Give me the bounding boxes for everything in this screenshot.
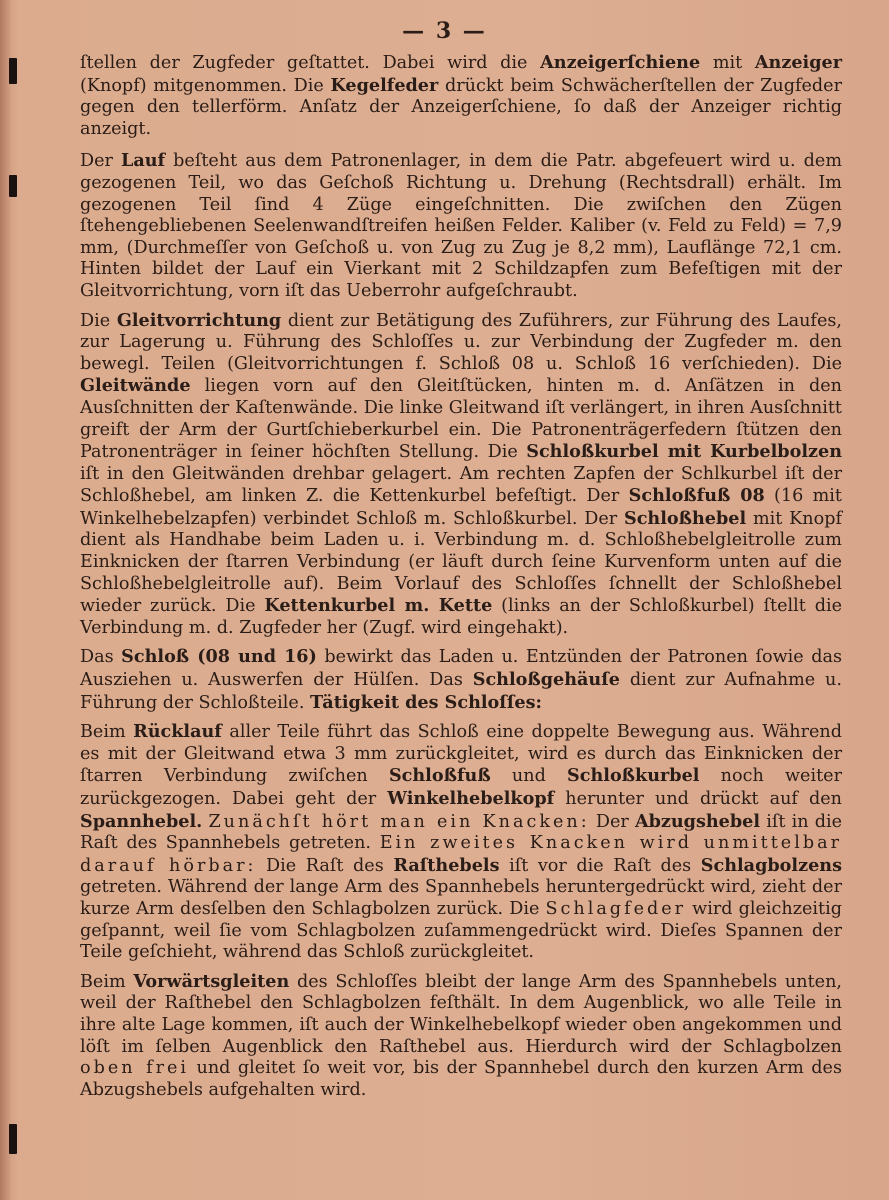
bold-term: Winkelhebelkopf	[387, 788, 555, 809]
text-run: herunter und drückt auf den	[554, 789, 842, 809]
bold-term: Schloßfuß 08	[628, 485, 765, 507]
text-run: und	[490, 766, 568, 787]
bold-term: Schloß (08 und 16)	[121, 646, 317, 668]
spaced-emphasis: Schlagfeder	[545, 898, 687, 919]
spaced-emphasis: oben frei	[80, 1058, 190, 1079]
text-run: mit Knopf dient als Handhabe beim Laden u. i. Verbindung m. d. Schloßhebelgleitrolle zum Einknicken der ſtarren Verbindung (er läuft durch ſeine Kurvenform unten auf die Schloßhebelgleitrolle auf). Beim Vorlauf des Schloſſes ſchnellt der Schloßhebel wieder zurück. Die	[80, 508, 842, 617]
text-run: Das	[80, 647, 122, 668]
text-body	[80, 52, 842, 1108]
bold-term: Gleitwände	[80, 375, 191, 397]
text-run: ſtellen der Zugfeder geſtattet. Dabei wird die	[80, 53, 541, 73]
margin-mark	[9, 58, 17, 84]
text-run: mit	[700, 53, 755, 73]
text-run: drückt beim Schwächerſtellen der Zugfeder gegen den tellerförm. Anſatz der Anzeigerſchiene, ſo daß der Anzeiger richtig anzeigt.	[80, 75, 842, 139]
text-run: aller Teile führt das Schloß eine doppelte Bewegung aus. Während es mit der Gleitwand etwa 3 mm zurückgleitet, wird es durch das Einknicken der ſtarren Verbindung zwiſchen	[80, 722, 842, 787]
paragraph	[80, 971, 842, 1102]
margin-mark	[9, 1124, 17, 1154]
text-run: Die	[80, 310, 117, 331]
bold-term: Rücklauf	[133, 721, 222, 743]
bold-term: Raſthebels	[393, 854, 500, 876]
text-run: dient zur Betätigung des Zuführers, zur Führung des Laufes, zur Lagerung u. Führung des Schloſſes u. zur Verbindung der Zugfeder m. den bewegl. Teilen (Gleitvorrichtungen f. Schloß 08 u. Schloß 16 verſchieden). Die	[80, 310, 842, 374]
text-run: (links an der Schloßkurbel) ſtellt die Verbindung m. d. Zugfeder her (Zugf. wird eingehakt).	[80, 596, 842, 638]
text-run: noch weiter zurückgezogen. Dabei geht der	[80, 766, 842, 809]
text-run: Beim	[80, 722, 134, 743]
paragraph	[80, 310, 842, 640]
bold-term: Kegelfeder	[330, 74, 439, 96]
paragraph	[80, 52, 842, 140]
bold-term: Kettenkurbel m. Kette	[264, 595, 493, 617]
text-run: iſt vor die Raſt des	[499, 855, 701, 876]
bold-term: Anzeigerſchiene	[540, 52, 701, 73]
text-run: Der	[80, 151, 121, 172]
bold-term: Schlagbolzens	[700, 854, 842, 876]
paragraph	[80, 721, 842, 964]
bold-term: Vorwärtsgleiten	[133, 970, 290, 992]
paragraph	[80, 646, 842, 714]
text-run: iſt in den Gleitwänden drehbar gelagert. Am rechten Zapfen der Schlkurbel iſt der Schloßhebel, am linken Z. die Kettenkurbel befeſtigt. Der	[80, 463, 842, 507]
bold-term: Schloßhebel	[624, 507, 747, 529]
margin-mark	[9, 175, 17, 197]
text-run: getreten. Während der lange Arm des Spannhebels heruntergedrückt wird, zieht der kurze Arm desſelben den Schlagbolzen zurück. Die	[80, 877, 842, 919]
text-run: und gleitet ſo weit vor, bis der Spannhebel durch den kurzen Arm des Abzugshebels aufgehalten wird.	[80, 1058, 842, 1100]
page-number: — 3 —	[402, 18, 487, 44]
bold-term: Schloßkurbel	[567, 765, 700, 787]
bold-term: Schloßgehäuſe	[472, 669, 620, 691]
text-run: wird gleichzeitig geſpannt, weil ſie vom Schlagbolzen zuſammengedrückt wird. Dieſes Spannen der Teile geſchieht, während das Schloß zurückgleitet.	[80, 898, 842, 963]
bold-term: Anzeiger	[754, 52, 842, 73]
spaced-emphasis: Ein zweites Knacken wird unmittelbar darauf hörbar:	[80, 833, 842, 876]
bold-term: Lauf	[120, 150, 166, 172]
text-run: (16 mit Winkelhebelzapfen) verbindet Schloß m. Schloßkurbel. Der	[80, 486, 842, 529]
bold-term: Spannhebel.	[80, 810, 203, 832]
text-run: liegen vorn auf den Gleitſtücken, hinten m. d. Anſätzen in den Ausſchnitten der Kaſtenwände. Die linke Gleitwand iſt verlängert, in ihren Ausſchnitt greift der Arm der Gurtſchieberkurbel ein. Die Patronenträgerfedern ſtützen den Patronenträger in ſeiner höchſten Stellung. Die	[80, 376, 842, 463]
text-run: Der	[589, 811, 635, 832]
text-run: iſt in die Raſt des Spannhebels getreten.	[80, 811, 842, 854]
text-run: Beim	[80, 971, 134, 992]
paragraph	[80, 150, 842, 302]
bold-term: Schloßkurbel mit Kurbelbolzen	[526, 441, 842, 463]
bold-term: Gleitvorrichtung	[116, 309, 282, 331]
spaced-emphasis: Zunächſt hört man ein Knacken:	[208, 811, 590, 832]
text-run: Die Raſt des	[256, 855, 394, 876]
text-run: (Knopf) mitgenommen. Die	[80, 75, 331, 96]
text-run: des Schloſſes bleibt der lange Arm des Spannhebels unten, weil der Raſthebel den Schlagbolzen feſthält. In dem Augenblick, wo alle Teile in ihre alte Lage kommen, iſt auch der Winkelhebelkopf wieder oben angekommen und löſt im ſelben Augenblick den Raſthebel aus. Hierdurch wird der Schlagbolzen	[80, 971, 842, 1057]
text-run: beſteht aus dem Patronenlager, in dem die Patr. abgefeuert wird u. dem gezogenen Teil, wo das Geſchoß Richtung u. Drehung (Rechtsdrall) erhält. Im gezogenen Teil ſind 4 Züge eingeſchnitten. Die zwiſchen den Zügen ſtehengebliebenen Seelenwandſtreifen heißen Felder. Kaliber (v. Feld zu Feld) = 7,9 mm, (Durchmeſſer von Geſchoß u. von Zug zu Zug je 8,2 mm), Lauflänge 72,1 cm. Hinten bildet der Lauf ein Vierkant mit 2 Schildzapfen zum Befeſtigen mit der Gleitvorrichtung, vorn iſt das Ueberrohr aufgeſchraubt.	[80, 151, 842, 301]
text-run: bewirkt das Laden u. Entzünden der Patronen ſowie das Ausziehen u. Auswerfen der Hülſen. Das	[80, 647, 843, 691]
bold-term: Schloßfuß	[388, 765, 491, 787]
text-run: dient zur Aufnahme u. Führung der Schloßteile.	[80, 670, 842, 713]
bold-term: Tätigkeit des Schloſſes:	[310, 691, 543, 713]
bold-term: Abzugshebel	[634, 810, 761, 832]
